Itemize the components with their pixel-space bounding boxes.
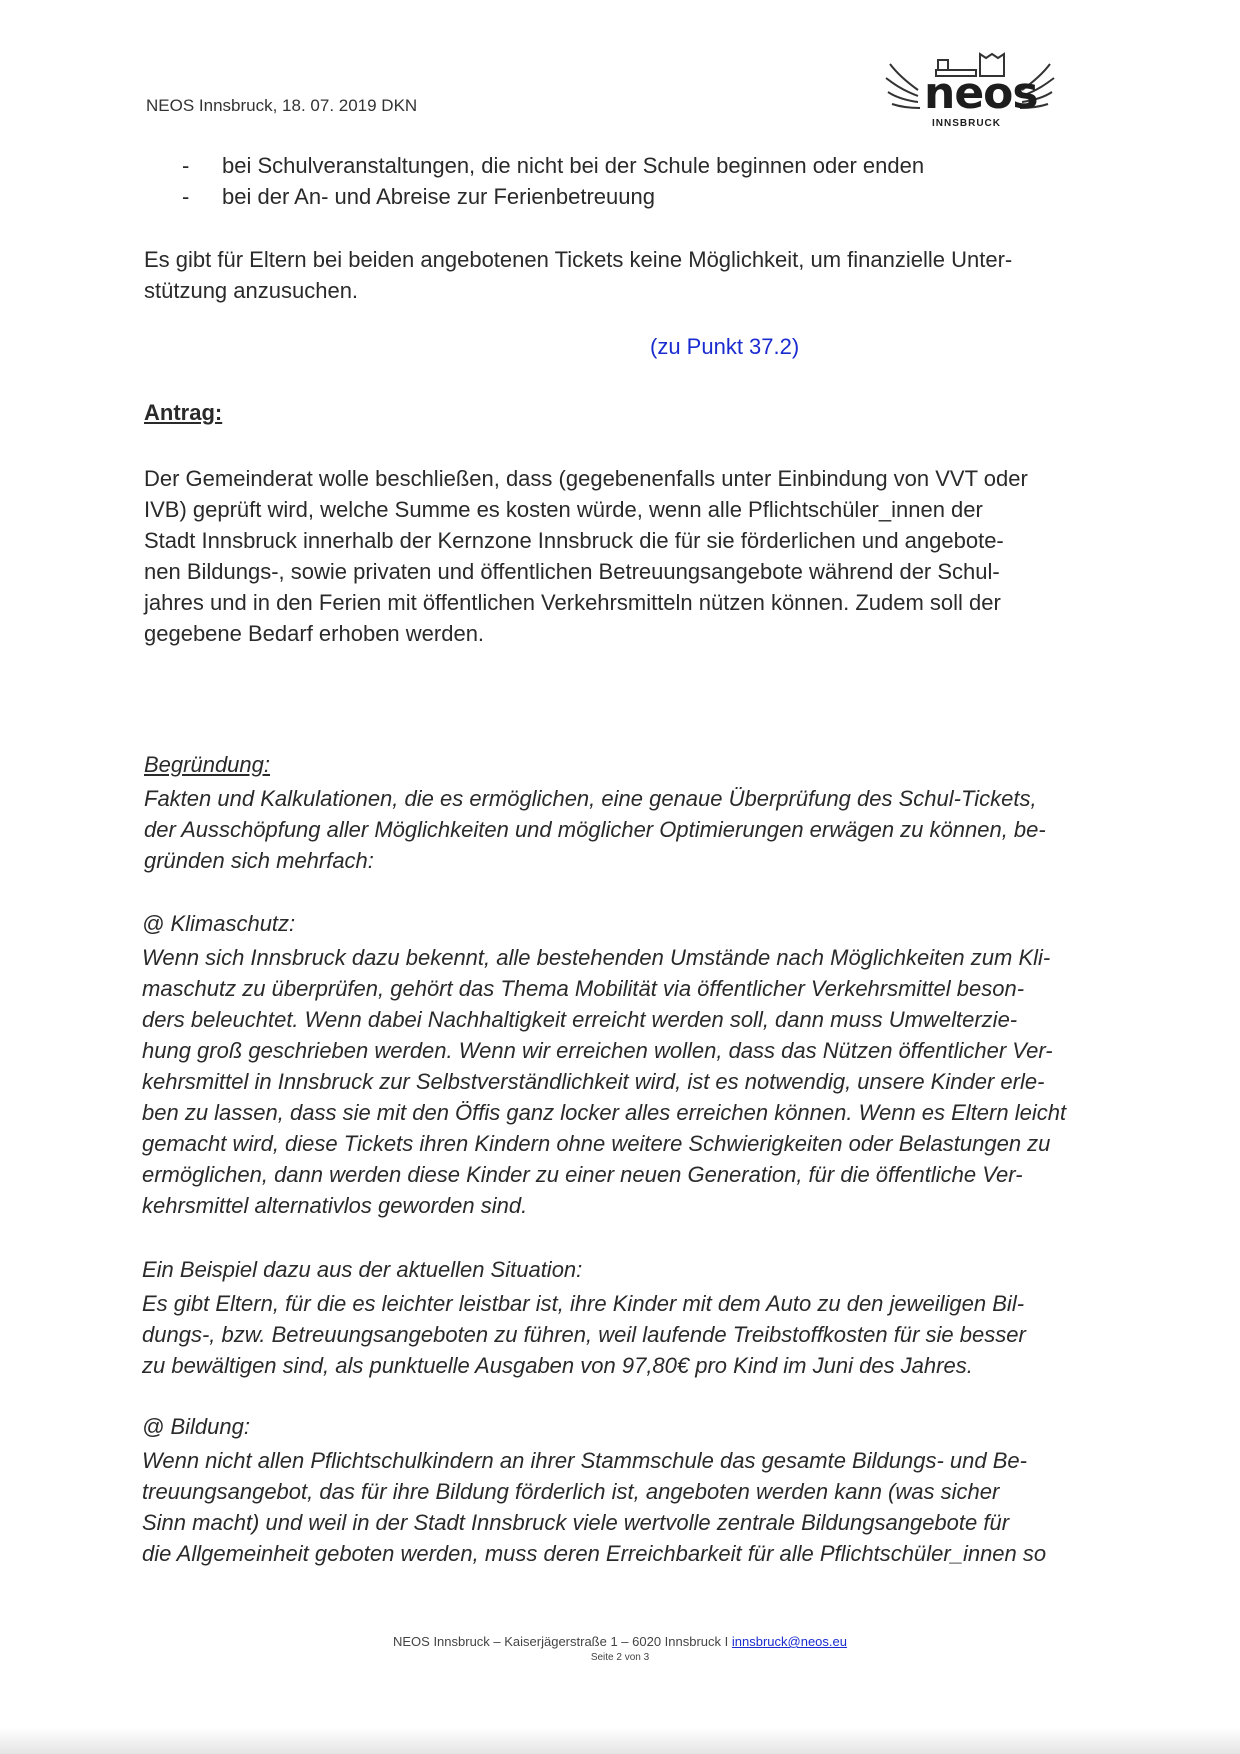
text-line: stützung anzusuchen. [144, 278, 359, 303]
list-item [182, 150, 924, 181]
paragraph-tickets [144, 244, 1084, 306]
list-dash: - [182, 184, 190, 209]
footer-address: NEOS Innsbruck – Kaiserjägerstraße 1 – 6020 Innsbruck I [392, 1634, 729, 1649]
text-line: ermöglichen, dann werden diese Kinder zu einer neuen Generation, für die öffentliche Ver- [142, 1162, 1023, 1187]
text-line: Es gibt Eltern, für die es leichter leistbar ist, ihre Kinder mit dem Auto zu den jeweiligen Bil- [142, 1291, 1025, 1316]
text-line: Sinn macht) und weil in der Stadt Innsbruck viele wertvolle zentrale Bildungsangebote für [142, 1510, 1010, 1535]
text-line: treuungsangebot, das für ihre Bildung förderlich ist, angeboten werden kann (was sicher [142, 1479, 1000, 1504]
begruendung-heading: Begründung: [144, 752, 270, 777]
text-line: dungs-, bzw. Betreuungsangeboten zu führen, weil laufende Treibstoffkosten für sie besser [142, 1322, 1026, 1347]
list-item-text: bei Schulveranstaltungen, die nicht bei der Schule beginnen oder enden [222, 153, 925, 178]
text-line: kehrsmittel in Innsbruck zur Selbstverständlichkeit wird, ist es notwendig, unsere Kinder erle- [142, 1069, 1045, 1094]
text-line: Der Gemeinderat wolle beschließen, dass (gegebenenfalls unter Einbindung von VVT oder [144, 466, 1028, 491]
text-line: gründen sich mehrfach: [144, 848, 374, 873]
text-line: zu bewältigen sind, als punktuelle Ausgaben von 97,80€ pro Kind im Juni des Jahres. [142, 1353, 973, 1378]
klimaschutz-paragraph [142, 942, 1082, 1221]
scan-edge-shadow [0, 1728, 1240, 1754]
list-item [182, 181, 924, 212]
header-date-line: NEOS Innsbruck, 18. 07. 2019 DKN [146, 96, 418, 115]
beispiel-paragraph [142, 1288, 1082, 1381]
text-line: ders beleuchtet. Wenn dabei Nachhaltigkeit erreicht werden soll, dann muss Umwelterzie- [142, 1007, 1018, 1032]
page-footer [0, 1634, 1240, 1663]
bullet-list [182, 150, 924, 212]
text-line: die Allgemeinheit geboten werden, muss deren Erreichbarkeit für alle Pflichtschüler_innen so [142, 1541, 1047, 1566]
text-line: hung groß geschrieben werden. Wenn wir erreichen wollen, dass das Nützen öffentlicher Ver- [142, 1038, 1053, 1063]
text-line: ben zu lassen, dass sie mit den Öffis ganz locker alles erreichen können. Wenn es Eltern leicht [142, 1100, 1067, 1125]
beispiel-heading: Ein Beispiel dazu aus der aktuellen Situation: [142, 1257, 583, 1282]
text-line: nen Bildungs-, sowie privaten und öffentlichen Betreuungsangebote während der Schul- [144, 559, 1000, 584]
text-line: Stadt Innsbruck innerhalb der Kernzone Innsbruck die für sie förderlichen und angebote- [144, 528, 1004, 553]
text-line: Es gibt für Eltern bei beiden angebotenen Tickets keine Möglichkeit, um finanzielle Unter- [144, 247, 1013, 272]
bildung-heading: @ Bildung: [142, 1414, 250, 1439]
text-line: gemacht wird, diese Tickets ihren Kindern ohne weitere Schwierigkeiten oder Belastungen zu [142, 1131, 1051, 1156]
logo-subtitle: INNSBRUCK [932, 118, 1001, 129]
text-line: gegebene Bedarf erhoben werden. [144, 621, 485, 646]
antrag-heading: Antrag: [144, 400, 223, 425]
footer-email-link[interactable]: innsbruck@neos.eu [731, 1634, 847, 1649]
list-dash: - [182, 153, 190, 178]
text-line: der Ausschöpfung aller Möglichkeiten und möglicher Optimierungen erwägen zu können, be- [144, 817, 1046, 842]
text-line: maschutz zu überprüfen, gehört das Thema Mobilität via öffentlicher Verkehrsmittel beson- [142, 976, 1025, 1001]
page-number: Seite 2 von 3 [590, 1652, 650, 1663]
text-line: kehrsmittel alternativlos geworden sind. [142, 1193, 528, 1218]
neos-logo [884, 50, 1056, 132]
antrag-paragraph [144, 463, 1084, 649]
text-line: Wenn sich Innsbruck dazu bekennt, alle bestehenden Umstände nach Möglichkeiten zum Kli- [142, 945, 1051, 970]
text-line: Wenn nicht allen Pflichtschulkindern an ihrer Stammschule das gesamte Bildungs- und Be- [142, 1448, 1027, 1473]
text-line: IVB) geprüft wird, welche Summe es kosten würde, wenn alle Pflichtschüler_innen der [144, 497, 983, 522]
text-line: jahres und in den Ferien mit öffentlichen Verkehrsmitteln nützen können. Zudem soll der [144, 590, 1001, 615]
logo-wordmark: neos [924, 68, 1038, 119]
text-line: Fakten und Kalkulationen, die es ermöglichen, eine genaue Überprüfung des Schul-Tickets, [144, 786, 1037, 811]
list-item-text: bei der An- und Abreise zur Ferienbetreuung [222, 184, 655, 209]
begruendung-paragraph [144, 783, 1084, 876]
klimaschutz-heading: @ Klimaschutz: [142, 911, 296, 936]
agenda-note: (zu Punkt 37.2) [650, 334, 800, 359]
bildung-paragraph [142, 1445, 1082, 1569]
